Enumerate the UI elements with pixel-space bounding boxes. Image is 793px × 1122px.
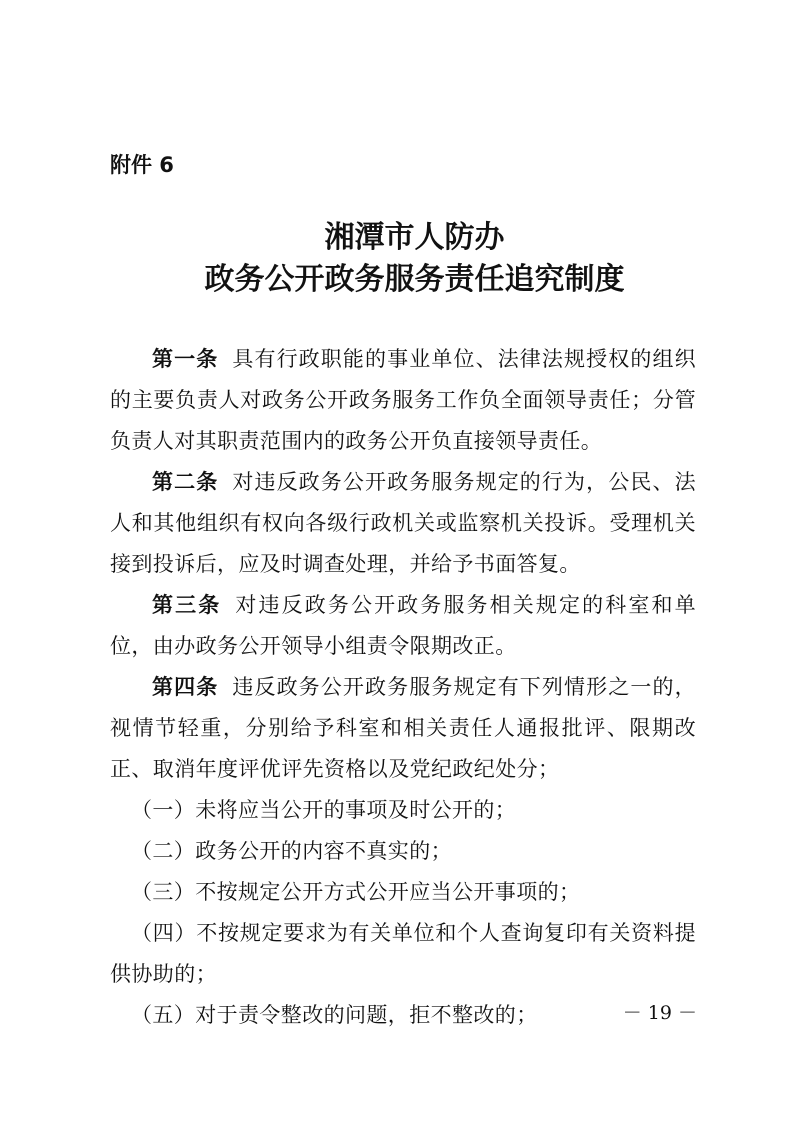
article-text: 对违反政务公开政务服务规定的行为，公民、法人和其他组织有权向各级行政机关或监察机关投诉。受理机关接到投诉后，应及时调查处理，并给予书面答复。: [110, 470, 696, 576]
list-item: （一）未将应当公开的事项及时公开的；: [131, 798, 517, 822]
list-item: （五）对于责令整改的问题，拒不整改的；: [131, 1003, 538, 1027]
document-title-line1: 湘潭市人防办: [324, 220, 505, 255]
article-label: 第一条: [152, 347, 219, 371]
article-label: 第三条: [152, 593, 222, 617]
list-item: （四）不按规定要求为有关单位和个人查询复印有关资料提供协助的；: [110, 921, 696, 986]
article-label: 第二条: [152, 470, 219, 494]
attachment-label: 附件 6: [110, 153, 174, 177]
article-paragraph: [110, 339, 696, 462]
article-paragraph: [110, 585, 696, 667]
list-item: （二）政务公开的内容不真实的；: [131, 839, 452, 863]
document-title-line2: 政务公开政务服务责任追究制度: [204, 262, 625, 297]
page-number: － 19 －: [622, 1002, 697, 1024]
article-text: 对违反政务公开政务服务相关规定的科室和单位，由办政务公开领导小组责令限期改正。: [110, 593, 697, 658]
article-text: 违反政务公开政务服务规定有下列情形之一的，视情节轻重，分别给予科室和相关责任人通报批评、限期改正、取消年度评优评先资格以及党纪政纪处分；: [110, 675, 696, 781]
article-paragraph: [110, 667, 696, 790]
list-item: （三）不按规定公开方式公开应当公开事项的；: [131, 880, 581, 904]
document-body: [110, 339, 696, 1036]
article-label: 第四条: [152, 675, 219, 699]
article-text: 具有行政职能的事业单位、法律法规授权的组织的主要负责人对政务公开政务服务工作负全面领导责任；分管负责人对其职责范围内的政务公开负直接领导责任。: [110, 347, 696, 453]
article-paragraph: [110, 462, 696, 585]
